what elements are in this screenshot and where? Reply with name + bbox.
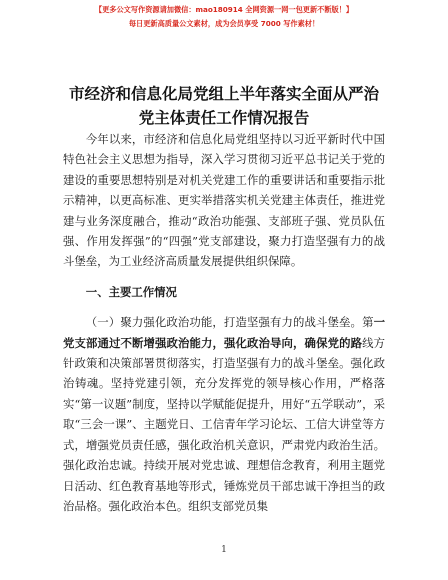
document-title [30, 82, 418, 130]
work-paragraph-1 [63, 312, 385, 516]
work-paragraph-1-bold: 一党支部通过不断增强政治能力，强化政治导向，确保党的路 [63, 315, 385, 350]
intro-paragraph: 今年以来，市经济和信息化局党组坚持以习近平新时代中国特色社会主义思想为指导，深入学习贯彻习近平总书记关于党的建设的重要思想特别是对机关党建工作的重要讲话和重要指示批示精神，以更高标准、更实举措落实机关党建主体责任，推进党建与业务深度融合，推动“政治功能强、支部班子强、党员队伍强、作用发挥强”的“四强”党支部建设，聚力打造坚强有力的战斗堡垒，为工业经济高质量发展提供组织保障。 [63, 132, 385, 269]
document-title-line2: 党主体责任工作情况报告 [138, 109, 310, 127]
promo-banner-line1: 【更多公文写作资源请加微信：mao180914 全网资源一网一包更新不断版！】 [94, 5, 354, 14]
work-paragraph-1-rest: 线方针政策和决策部署贯彻落实，打造坚强有力的战斗堡垒。强化政治铸魂。坚持党建引领，充分发挥党的领导核心作用，严格落实“第一议题”制度，坚持以学赋能促提升，用好“五学联动”，采取“三会一课”、主题党日、工信青年学习论坛、工信大讲堂等方式，增强党员责任感，强化政治机关意识，严肃党内政治生活。强化政治忠诚。持续开展对党忠诚、理想信念教育，利用主题党日活动、红色教育基地等形式，锤炼党员干部忠诚干净担当的政治品格。强化政治本色。组织支部党员集 [63, 335, 385, 513]
promo-banner [0, 4, 448, 30]
document-title-line1: 市经济和信息化局党组上半年落实全面从严治 [68, 85, 379, 103]
document-body [63, 129, 385, 516]
section-heading-main-work: 一、主要工作情况 [85, 284, 177, 299]
work-paragraph-1-lead: （一）聚力强化政治功能，打造坚强有力的战斗堡垒。第 [85, 315, 374, 330]
page-number: 1 [221, 545, 227, 555]
promo-banner-line2: 每日更新高质量公文素材，成为会员享受 7000 写作素材！ [128, 19, 320, 28]
